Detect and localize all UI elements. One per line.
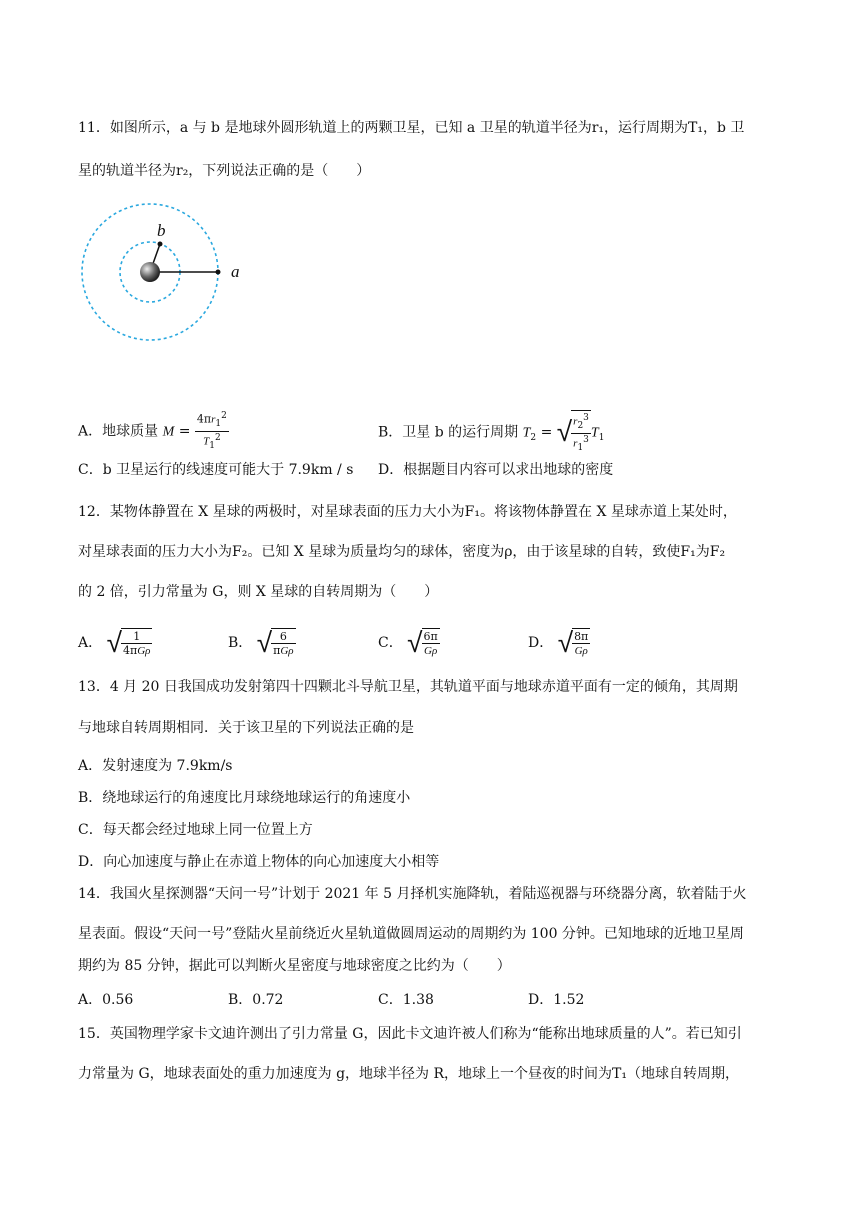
q12-line2: 对星球表面的压力大小为F₂。已知 X 星球为质量均匀的球体，密度为ρ，由于该星球的自转，致使F₁为F₂ [78, 544, 726, 560]
earth [140, 262, 160, 282]
q11-option-a-text: A．地球质量 [78, 423, 159, 440]
label-a: a [231, 262, 240, 281]
q12-option-a-label: A． [78, 635, 103, 651]
q15-line1: 15．英国物理学家卡文迪许测出了引力常量 G，因此卡文迪许被人们称为“能称出地球质量的人”。若已知引 [78, 1026, 742, 1042]
q13-line2: 与地球自转周期相同．关于该卫星的下列说法正确的是 [78, 720, 414, 736]
q13-option-b: B．绕地球运行的角速度比月球绕地球运行的角速度小 [78, 790, 411, 806]
q12-line3: 的 2 倍，引力常量为 G，则 X 星球的自转周期为（ ） [78, 584, 439, 600]
q14-line2: 星表面。假设“天问一号”登陆火星前绕近火星轨道做圆周运动的周期约为 100 分钟。已知地球的近地卫星周 [78, 926, 744, 942]
q15-line2: 力常量为 G，地球表面处的重力加速度为 g，地球半径为 R，地球上一个昼夜的时间为T₁（地球自转周期， [78, 1066, 739, 1082]
q11-option-c: C．b 卫星运行的线速度可能大于 7.9km / s [78, 462, 354, 478]
q11-option-a-formula: $\frac{4\pi r_1^2}{T_1^2}$ [196, 411, 227, 451]
q13-option-d: D．向心加速度与静止在赤道上物体的向心加速度大小相等 [78, 854, 440, 870]
q11-option-b: B．卫星 b 的运行周期 $T_2$ = √ $\frac{r_2^3}{r_1^3}$ $T_1$ [378, 410, 604, 455]
q12-option-c-formula: √ $\frac{6\pi}{G\rho}$ [407, 626, 438, 659]
q12-option-c-label: C． [378, 635, 403, 651]
q12-option-a-formula: √ $\frac{1}{\text{4πGρ}}$ [106, 626, 151, 659]
q12-line1: 12．某物体静置在 X 星球的两极时，对星球表面的压力大小为F₁。将该物体静置在 X 星球赤道上某处时， [78, 504, 737, 520]
q12-option-b [228, 628, 296, 658]
q11-line2: 星的轨道半径为r₂，下列说法正确的是（ ） [78, 163, 371, 179]
orbit-diagram [80, 198, 260, 348]
q12-option-b-label: B． [228, 635, 253, 651]
q14-option-d: D．1.52 [528, 992, 585, 1008]
satellite-a [216, 270, 221, 275]
q11-option-b-formula: √ $\frac{r_2^3}{r_1^3}$ [557, 410, 591, 455]
q14-option-b: B．0.72 [228, 992, 284, 1008]
q12-option-d-formula: √ $\frac{8\pi}{G\rho}$ [557, 626, 589, 659]
q14-line1: 14．我国火星探测器“天问一号”计划于 2021 年 5 月择机实施降轨，着陆巡视器与环绕器分离，软着陆于火 [78, 886, 747, 902]
q13-option-a: A．发射速度为 7.9km/s [78, 758, 233, 774]
q12-option-d [528, 628, 590, 658]
q14-option-c: C．1.38 [378, 992, 434, 1008]
q11-option-d: D．根据题目内容可以求出地球的密度 [378, 462, 614, 478]
q12-option-c [378, 628, 440, 658]
label-b: b [157, 221, 166, 240]
q13-option-c: C．每天都会经过地球上同一位置上方 [78, 822, 313, 838]
q12-option-b-formula: √ $\frac{6}{\text{πGρ}}$ [256, 626, 294, 659]
q11-line1: 11．如图所示，a 与 b 是地球外圆形轨道上的两颗卫星，已知 a 卫星的轨道半径为r₁，运行周期为T₁，b 卫 [78, 120, 745, 136]
q11-option-b-text: B．卫星 b 的运行周期 [378, 424, 519, 441]
q11-option-a: A．地球质量 M = $\frac{4\pi r_1^2}{T_1^2}$ [78, 411, 227, 451]
q14-option-a: A．0.56 [78, 992, 134, 1008]
q14-line3: 期约为 85 分钟，据此可以判断火星密度与地球密度之比约为（ ） [78, 958, 511, 974]
q12-option-d-label: D． [528, 635, 554, 651]
q13-line1: 13．4 月 20 日我国成功发射第四十四颗北斗导航卫星，其轨道平面与地球赤道平面有一定的倾角，其周期 [78, 679, 738, 695]
q12-option-a [78, 628, 152, 658]
satellite-b [158, 242, 163, 247]
